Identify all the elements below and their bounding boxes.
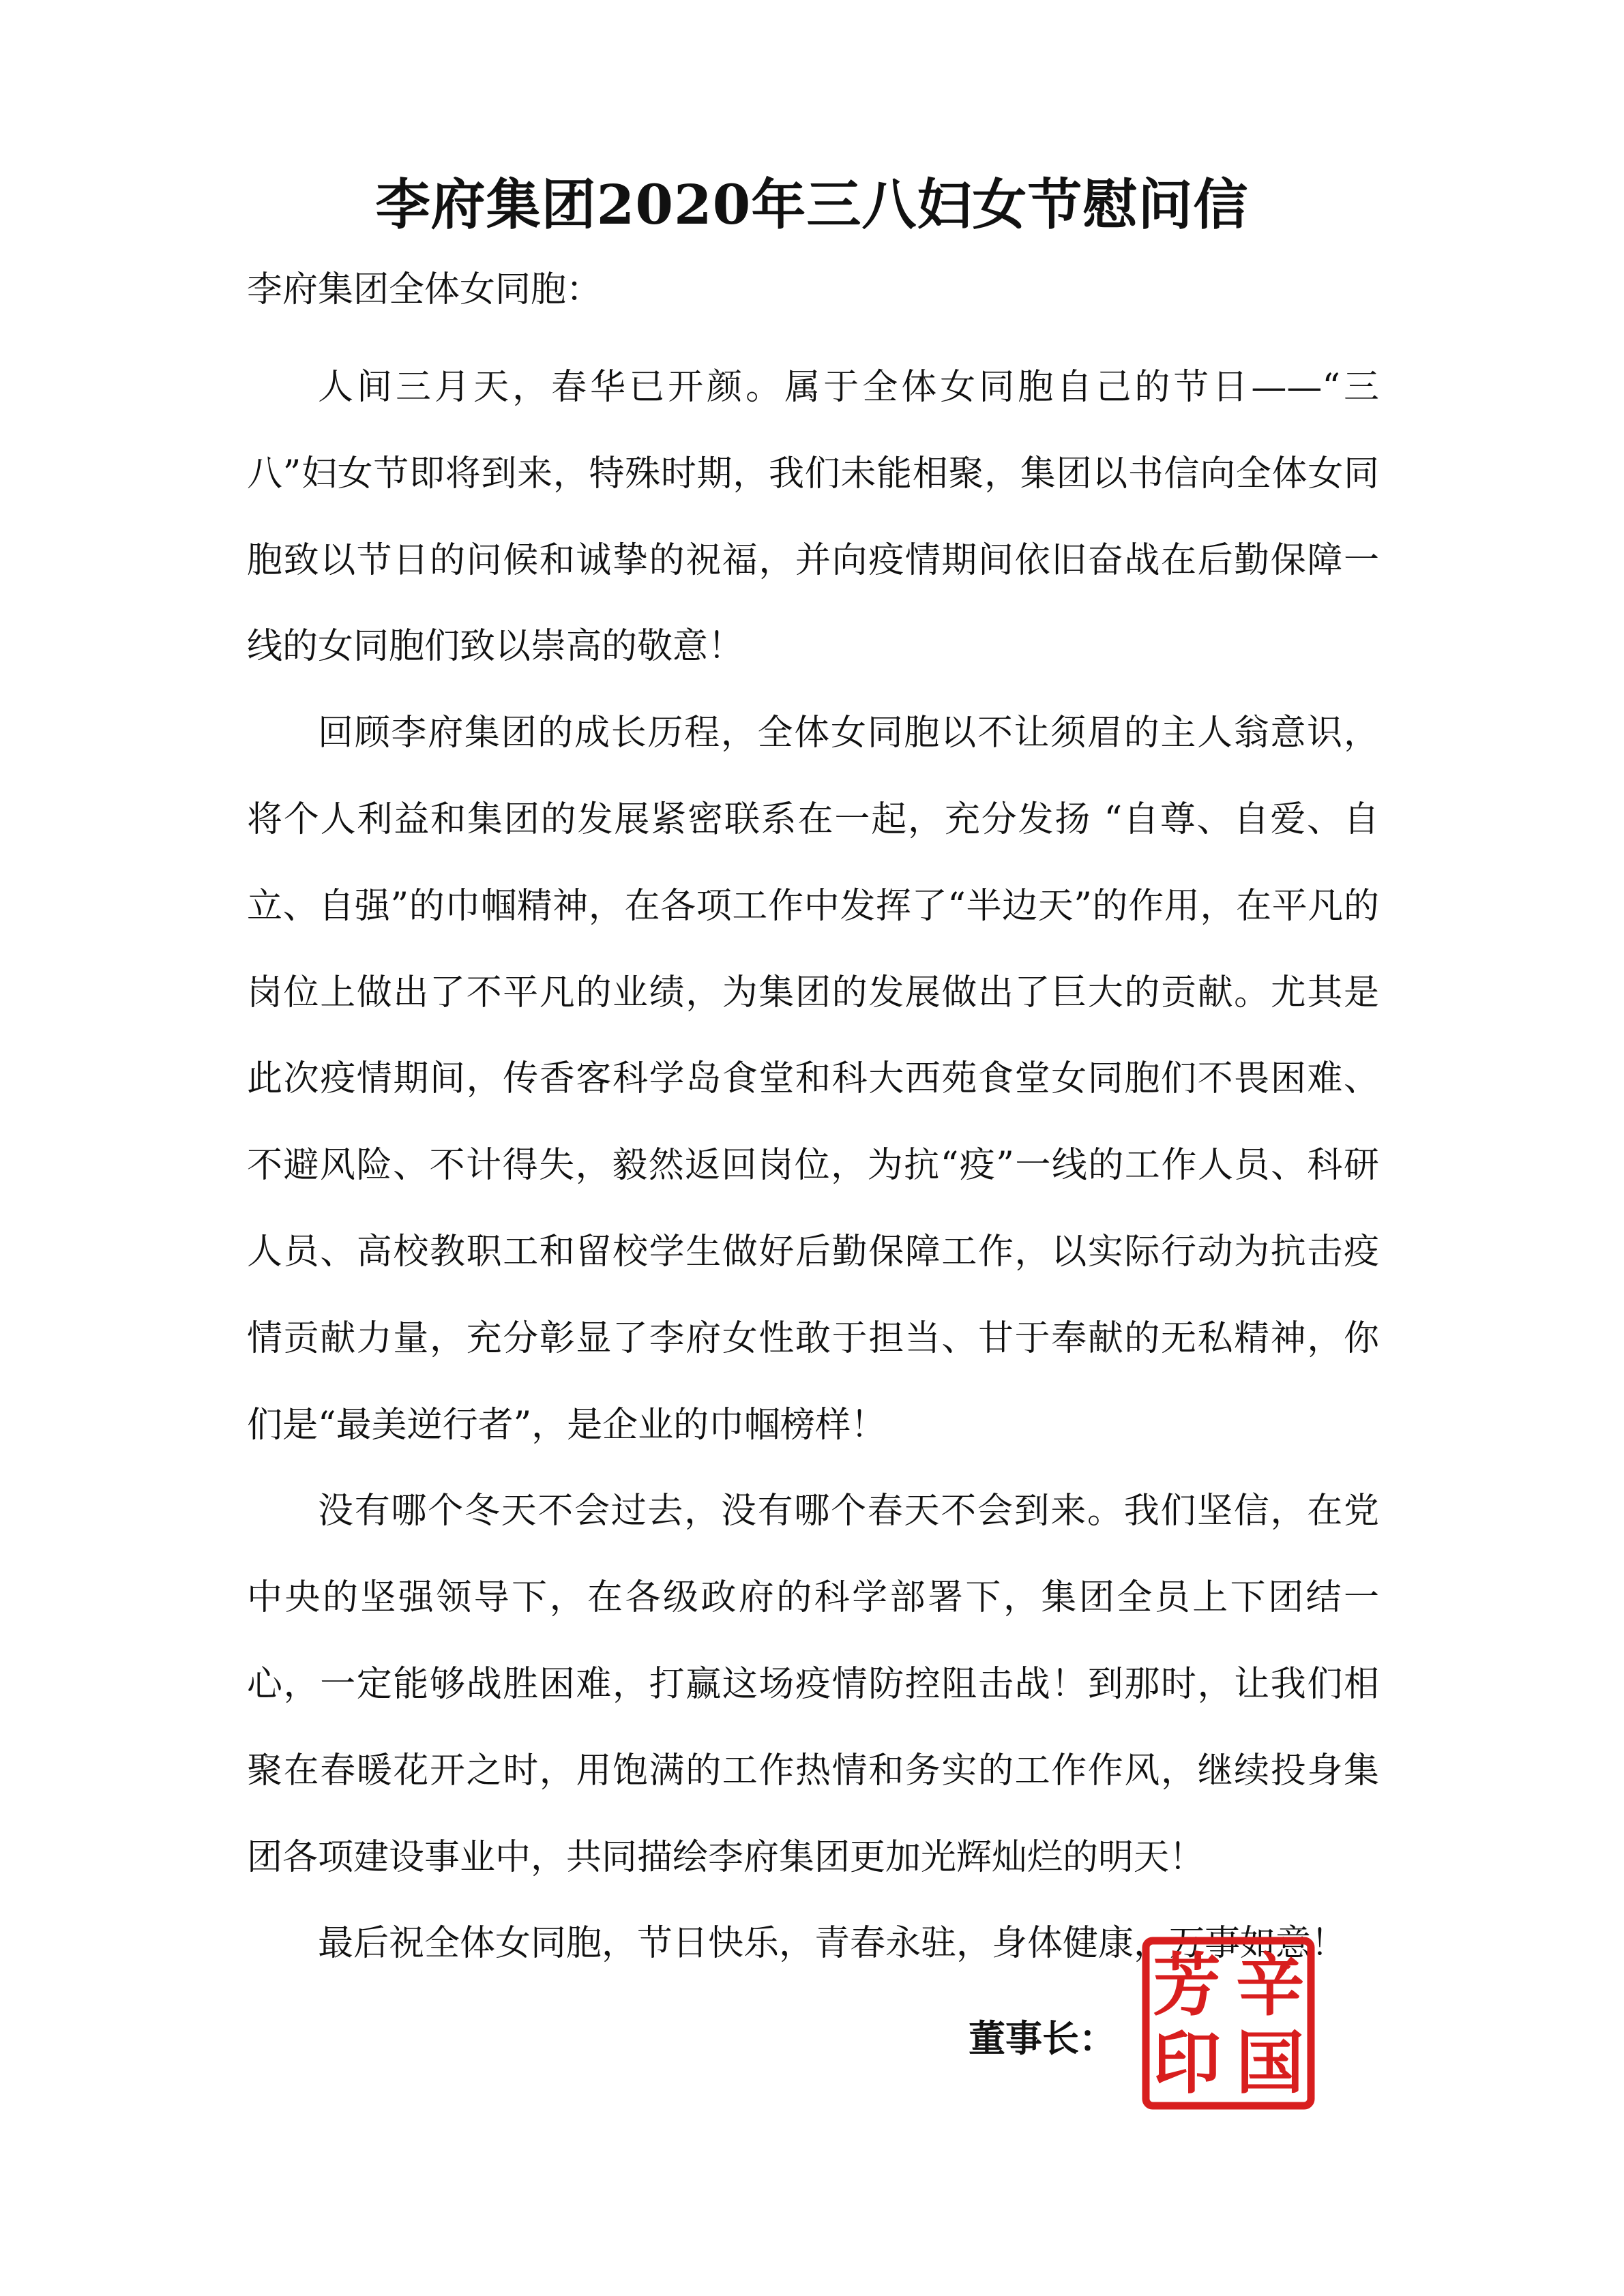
seal-char: 印: [1153, 2023, 1221, 2103]
paragraph: 没有哪个冬天不会过去，没有哪个春天不会到来。我们坚信，在党中央的坚强领导下，在各级政府的科学部署下，集团全员上下团结一心，一定能够战胜困难，打赢这场疫情防控阻击战！到那时，让我们相聚在春暖花开之时，用饱满的工作热情和务实的工作作风，继续投身集团各项建设事业中，共同描绘李府集团更加光辉灿烂的明天！: [247, 1491, 1379, 1878]
seal-char: 辛: [1236, 1945, 1304, 2025]
letter-body: [247, 344, 1379, 1987]
salutation: 李府集团全体女同胞：: [247, 269, 602, 310]
signature-label: 董事长：: [969, 2017, 1116, 2060]
paragraph: 最后祝全体女同胞，节日快乐，青春永驻，身体健康，万事如意！: [318, 1923, 1347, 1965]
seal-char: 芳: [1153, 1945, 1221, 2025]
seal-char: 国: [1236, 2023, 1304, 2103]
paragraph: 回顾李府集团的成长历程，全体女同胞以不让须眉的主人翁意识，将个人利益和集团的发展紧密联系在一起，充分发扬 “自尊、自爱、自立、自强”的巾帼精神，在各项工作中发挥了“半边天”的作用，在平凡的岗位上做出了不平凡的业绩，为集团的发展做出了巨大的贡献。尤其是此次疫情期间，传香客科学岛食堂和科大西苑食堂女同胞们不畏困难、不避风险、不计得失，毅然返回岗位，为抗“疫”一线的工作人员、科研人员、高校教职工和留校学生做好后勤保障工作，以实际行动为抗击疫情贡献力量，充分彰显了李府女性敢于担当、甘于奉献的无私精神，你们是“最美逆行者”，是企业的巾帼榜样！: [247, 713, 1379, 1446]
chairman-seal: [1140, 1935, 1316, 2111]
letter-title: 李府集团2020年三八妇女节慰问信: [375, 173, 1249, 237]
paragraph: 人间三月天，春华已开颜。属于全体女同胞自己的节日——“三八”妇女节即将到来，特殊时期，我们未能相聚，集团以书信向全体女同胞致以节日的问候和诚挚的祝福，并向疫情期间依旧奋战在后勤保障一线的女同胞们致以崇高的敬意！: [247, 367, 1379, 668]
